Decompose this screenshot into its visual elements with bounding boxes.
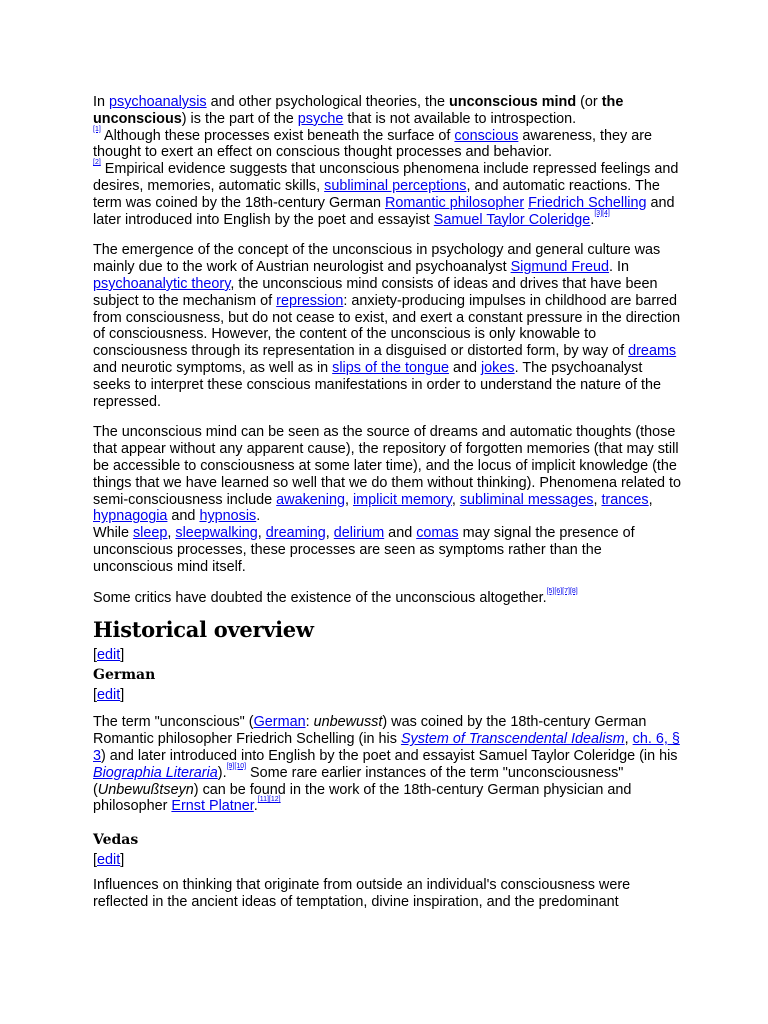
text: Some critics have doubted the existence of the unconscious altogether. bbox=[93, 589, 547, 606]
text: and bbox=[384, 525, 417, 542]
text: , bbox=[648, 491, 653, 508]
link-conscious[interactable]: conscious bbox=[454, 127, 519, 144]
text: , bbox=[325, 525, 334, 542]
link-psychoanalytic-theory[interactable]: psychoanalytic theory bbox=[93, 275, 231, 292]
link-repression[interactable]: repression bbox=[276, 292, 344, 309]
text: : anxiety-producing impulses in childhood are barred from consciousness, but do not cease to exist, and exert a constant pressure in the direction of consciousness. However, the content of the unconscious is only knowable to consciousness through its representation in a disguised or distorted form, by way of bbox=[93, 292, 681, 360]
text: awareness, they are thought to exert an effect on conscious thought processes and behavior. bbox=[93, 127, 652, 161]
text: Empirical evidence suggests that unconscious phenomena include repressed feelings and desires, memories, automatic skills, bbox=[93, 161, 679, 194]
text: and other psychological theories, the bbox=[206, 94, 449, 110]
text: , bbox=[344, 491, 353, 508]
link-jokes[interactable]: jokes bbox=[480, 359, 515, 376]
text: and bbox=[448, 359, 481, 376]
link-psychoanalysis[interactable]: psychoanalysis bbox=[109, 94, 207, 110]
bold-term: the unconscious bbox=[93, 94, 624, 127]
source-paragraph bbox=[93, 424, 683, 575]
link-romantic-philosopher[interactable]: Romantic philosopher bbox=[384, 194, 525, 211]
text: , and automatic reactions. The term was coined by the 18th-century German bbox=[93, 177, 660, 211]
link-friedrich-schelling[interactable]: Friedrich Schelling bbox=[528, 194, 647, 211]
text: , bbox=[167, 525, 176, 542]
link-samuel-taylor-coleridge[interactable]: Samuel Taylor Coleridge bbox=[433, 211, 591, 228]
link-subliminal-messages[interactable]: subliminal messages bbox=[459, 491, 594, 508]
text: . The psychoanalyst seeks to interpret these conscious manifestations in order to understand the nature of the repressed. bbox=[93, 359, 661, 410]
text: ) and later introduced into English by the poet and essayist Samuel Taylor Coleridge (in his bbox=[101, 747, 678, 764]
text: ) was coined by the 18th-century German Romantic philosopher Friedrich Schelling (in his bbox=[93, 714, 647, 748]
bold-term: unconscious mind bbox=[449, 94, 577, 110]
text: The term "unconscious" ( bbox=[93, 714, 254, 731]
link-sigmund-freud[interactable]: Sigmund Freud bbox=[510, 259, 609, 276]
text: Although these processes exist beneath the surface of bbox=[100, 127, 455, 144]
link-comas[interactable]: comas bbox=[416, 525, 459, 542]
critics-paragraph bbox=[93, 587, 683, 607]
text: and bbox=[167, 508, 200, 525]
text: Some rare earlier instances of the term "unconsciousness" ( bbox=[93, 764, 624, 798]
text: , bbox=[257, 525, 266, 542]
text: , bbox=[624, 731, 633, 748]
text: . bbox=[256, 508, 261, 525]
text: While bbox=[93, 525, 133, 542]
link-sleep[interactable]: sleep bbox=[132, 525, 168, 542]
link-dreams[interactable]: dreams bbox=[628, 343, 677, 360]
link-trances[interactable]: trances bbox=[601, 491, 649, 508]
text: and later introduced into English by the poet and essayist bbox=[93, 194, 675, 228]
freud-paragraph bbox=[93, 242, 683, 410]
text: may signal the presence of unconscious processes, these processes are seen as symptoms rather than the unconscious mind itself. bbox=[93, 525, 635, 575]
text: , the unconscious mind consists of ideas and drives that have been subject to the mechanism of bbox=[93, 275, 658, 309]
text: ). bbox=[217, 764, 227, 781]
text: The emergence of the concept of the unconscious in psychology and general culture was mainly due to the work of Austrian neurologist and psychoanalyst bbox=[93, 242, 661, 276]
citation-link[interactable]: [2] bbox=[93, 159, 101, 167]
edit-section: [edit] bbox=[93, 852, 125, 869]
link-sleepwalking[interactable]: sleepwalking bbox=[175, 525, 258, 542]
link-subliminal-perceptions[interactable]: subliminal perceptions bbox=[324, 177, 467, 194]
edit-link[interactable]: edit bbox=[97, 687, 121, 704]
italic-term: unbewusst bbox=[313, 714, 383, 731]
italic-term: Unbewußtseyn bbox=[97, 781, 194, 798]
link-implicit-memory[interactable]: implicit memory bbox=[352, 491, 452, 508]
section-heading-historical-overview: Historical overview bbox=[93, 617, 314, 643]
citation[interactable] bbox=[93, 159, 101, 166]
link-ernst-platner[interactable]: Ernst Platner bbox=[171, 798, 254, 815]
edit-link[interactable]: edit bbox=[97, 647, 121, 664]
citation[interactable] bbox=[594, 210, 610, 217]
text: (or bbox=[576, 94, 602, 110]
text: , bbox=[451, 491, 460, 508]
citation-link[interactable]: [11][12] bbox=[257, 796, 281, 804]
german-paragraph bbox=[93, 714, 683, 815]
link-german[interactable]: German bbox=[253, 714, 306, 731]
link-hypnosis[interactable]: hypnosis bbox=[199, 508, 257, 525]
citation-link[interactable]: [5][6][7][8] bbox=[546, 587, 578, 595]
text: The unconscious mind can be seen as the source of dreams and automatic thoughts (those that appear without any apparent cause), the repository of forgotten memories (that may still be accessible to consciousness at some later time), and the locus of implicit knowledge (the things that we have learned so well that we do them without thinking). Phenomena related to semi-consciousness include bbox=[93, 424, 681, 508]
text: that is not available to introspection. bbox=[343, 110, 577, 127]
text: and neurotic symptoms, as well as in bbox=[93, 359, 333, 376]
link-system-of-transcendental-idealism[interactable]: System of Transcendental Idealism bbox=[400, 731, 625, 748]
text: ) is the part of the bbox=[181, 110, 298, 127]
link-hypnagogia[interactable]: hypnagogia bbox=[93, 508, 168, 525]
article-body bbox=[93, 94, 683, 925]
intro-paragraph bbox=[93, 94, 683, 228]
citation-link[interactable]: [9][10] bbox=[226, 762, 247, 770]
text: Influences on thinking that originate from outside an individual's consciousness were reflected in the ancient ideas of temptation, divine inspiration, and the predominant bbox=[93, 877, 631, 910]
citation[interactable] bbox=[227, 763, 246, 770]
vedas-paragraph bbox=[93, 877, 683, 911]
link-awakening[interactable]: awakening bbox=[276, 491, 345, 508]
text: , bbox=[593, 491, 602, 508]
edit-link[interactable]: edit bbox=[97, 852, 121, 869]
text: : bbox=[305, 714, 314, 731]
citation[interactable] bbox=[93, 126, 101, 133]
citation[interactable] bbox=[547, 588, 578, 595]
citation-link[interactable]: [3][4] bbox=[594, 209, 610, 217]
link-delirium[interactable]: delirium bbox=[333, 525, 385, 542]
link-chapter-section[interactable]: ch. 6, § 3 bbox=[93, 731, 680, 764]
text: ) can be found in the work of the 18th-century German physician and philosopher bbox=[93, 781, 632, 815]
text: . bbox=[590, 211, 595, 228]
subsection-heading-german: German bbox=[93, 667, 156, 684]
link-biographia-literaria[interactable]: Biographia Literaria bbox=[93, 764, 218, 781]
link-dreaming[interactable]: dreaming bbox=[265, 525, 326, 542]
text: . bbox=[253, 798, 258, 815]
edit-section: [edit] bbox=[93, 647, 125, 664]
edit-section: [edit] bbox=[93, 687, 125, 704]
citation[interactable] bbox=[258, 796, 281, 803]
link-psyche[interactable]: psyche bbox=[297, 110, 344, 127]
text: In bbox=[93, 94, 109, 110]
citation-link[interactable]: [1] bbox=[93, 125, 101, 133]
link-slips-of-the-tongue[interactable]: slips of the tongue bbox=[332, 359, 449, 376]
text: . In bbox=[608, 259, 629, 276]
subsection-heading-vedas: Vedas bbox=[93, 832, 139, 849]
